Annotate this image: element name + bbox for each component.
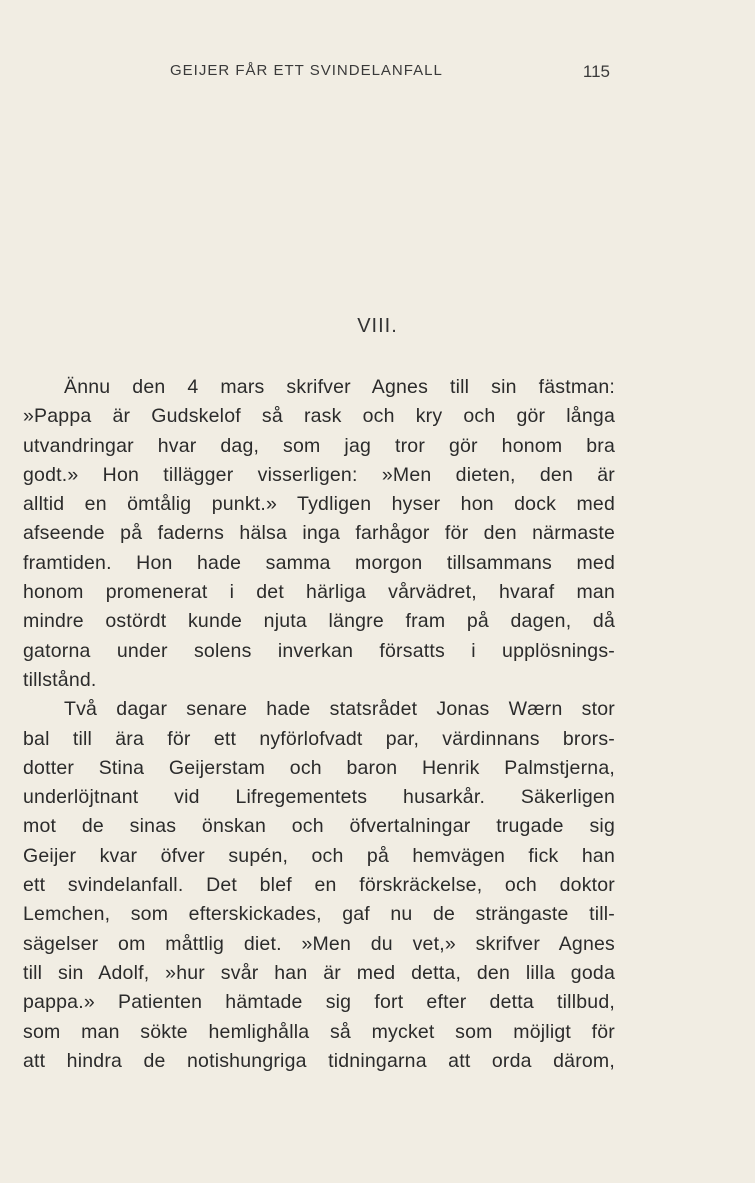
text-line: godt.» Hon tillägger visserligen: »Men dieten, den är [23, 463, 615, 486]
text-line: gatorna under solens inverkan försatts i upplösnings- [23, 639, 615, 662]
body-text [23, 373, 615, 1076]
text-line: Lemchen, som efterskickades, gaf nu de strängaste till- [23, 903, 615, 926]
text-line: sägelser om måttlig diet. »Men du vet,» skrifver Agnes [23, 932, 615, 955]
text-line: utvandringar hvar dag, som jag tror gör honom bra [23, 434, 615, 457]
text-line: mot de sinas önskan och öfvertalningar trugade sig [23, 815, 615, 838]
text-line: mindre ostördt kunde njuta längre fram på dagen, då [23, 610, 615, 633]
text-line: underlöjtnant vid Lifregementets husarkår. Säkerligen [23, 786, 615, 809]
running-title: GEIJER FÅR ETT SVINDELANFALL [170, 62, 443, 79]
text-line: afseende på faderns hälsa inga farhågor för den närmaste [23, 522, 615, 545]
text-line: honom promenerat i det härliga vårvädret, hvaraf man [23, 581, 615, 604]
text-line: bal till ära för ett nyförlofvadt par, värdinnans brors- [23, 727, 615, 750]
text-line: att hindra de notishungriga tidningarna att orda därom, [23, 1049, 615, 1072]
text-line: Geijer kvar öfver supén, och på hemvägen fick han [23, 844, 615, 867]
text-line: som man sökte hemlighålla så mycket som möjligt för [23, 1020, 615, 1043]
running-head [170, 62, 610, 86]
text-line: Ännu den 4 mars skrifver Agnes till sin fästman: [64, 376, 615, 398]
text-line: tillstånd. [23, 668, 97, 691]
page-number: 115 [582, 62, 610, 81]
text-line: dotter Stina Geijerstam och baron Henrik Palmstjerna, [23, 756, 615, 779]
text-line: Två dagar senare hade statsrådet Jonas Wærn stor [64, 698, 615, 721]
text-line: framtiden. Hon hade samma morgon tillsammans med [23, 551, 615, 574]
text-line: alltid en ömtålig punkt.» Tydligen hyser hon dock med [23, 493, 615, 516]
text-line: pappa.» Patienten hämtade sig fort efter detta tillbud, [23, 991, 615, 1014]
chapter-number: VIII. [357, 315, 398, 337]
text-line: till sin Adolf, »hur svår han är med detta, den lilla goda [23, 961, 615, 984]
text-line: »Pappa är Gudskelof så rask och kry och gör långa [23, 405, 615, 428]
text-line: ett svindelanfall. Det blef en förskräckelse, och doktor [23, 874, 615, 897]
